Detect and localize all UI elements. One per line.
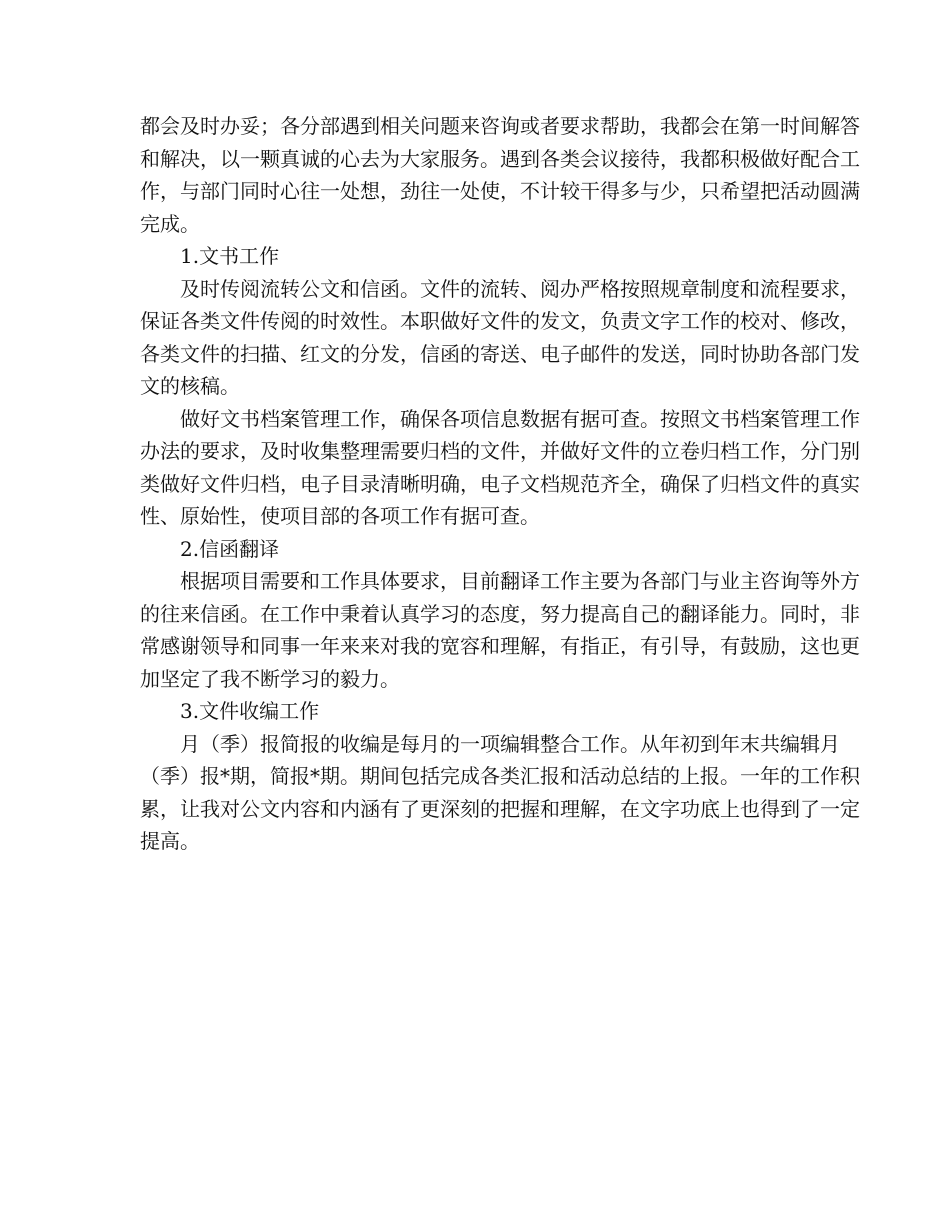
section-heading: 2.信函翻译 [180, 536, 280, 561]
body-line: 完成。 [140, 211, 200, 236]
body-line: 保证各类文件传阅的时效性。本职做好文件的发文，负责文字工作的校对、修改， [140, 309, 860, 333]
body-line: 和解决，以一颗真诚的心去为大家服务。遇到各类会议接待，我都积极做好配合工 [140, 146, 860, 171]
body-line: 各类文件的扫描、红文的分发，信函的寄送、电子邮件的发送，同时协助各部门发 [140, 341, 860, 366]
body-line: 常感谢领导和同事一年来来对我的宽容和理解，有指正，有引导，有鼓励，这也更 [140, 634, 860, 658]
document-page [140, 110, 860, 858]
body-line: 作，与部门同时心往一处想，劲往一处使，不计较干得多与少，只希望把活动圆满 [140, 179, 860, 203]
body-line: 文的核稿。 [140, 374, 240, 398]
body-line: 都会及时办妥；各分部遇到相关问题来咨询或者要求帮助，我都会在第一时间解答 [140, 114, 860, 138]
body-line: 提高。 [140, 829, 200, 853]
body-line: 月（季）报简报的收编是每月的一项编辑整合工作。从年初到年末共编辑月 [180, 731, 840, 756]
section-heading: 3.文件收编工作 [180, 699, 320, 723]
section-heading: 1.文书工作 [180, 244, 280, 268]
body-line: 做好文书档案管理工作，确保各项信息数据有据可查。按照文书档案管理工作 [180, 406, 860, 431]
body-line: 性、原始性，使项目部的各项工作有据可查。 [140, 504, 540, 528]
body-line: 加坚定了我不断学习的毅力。 [140, 666, 400, 691]
body-line: 根据项目需要和工作具体要求，目前翻译工作主要为各部门与业主咨询等外方 [180, 569, 860, 593]
body-line: （季）报*期，简报*期。期间包括完成各类汇报和活动总结的上报。一年的工作积 [140, 764, 860, 788]
body-line: 类做好文件归档，电子目录清晰明确，电子文档规范齐全，确保了归档文件的真实 [140, 471, 860, 496]
body-line: 的往来信函。在工作中秉着认真学习的态度，努力提高自己的翻译能力。同时，非 [140, 601, 860, 626]
body-line: 累，让我对公文内容和内涵有了更深刻的把握和理解，在文字功底上也得到了一定 [140, 796, 860, 821]
body-line: 办法的要求，及时收集整理需要归档的文件，并做好文件的立卷归档工作，分门别 [140, 439, 860, 463]
body-line: 及时传阅流转公文和信函。文件的流转、阅办严格按照规章制度和流程要求， [180, 276, 860, 301]
